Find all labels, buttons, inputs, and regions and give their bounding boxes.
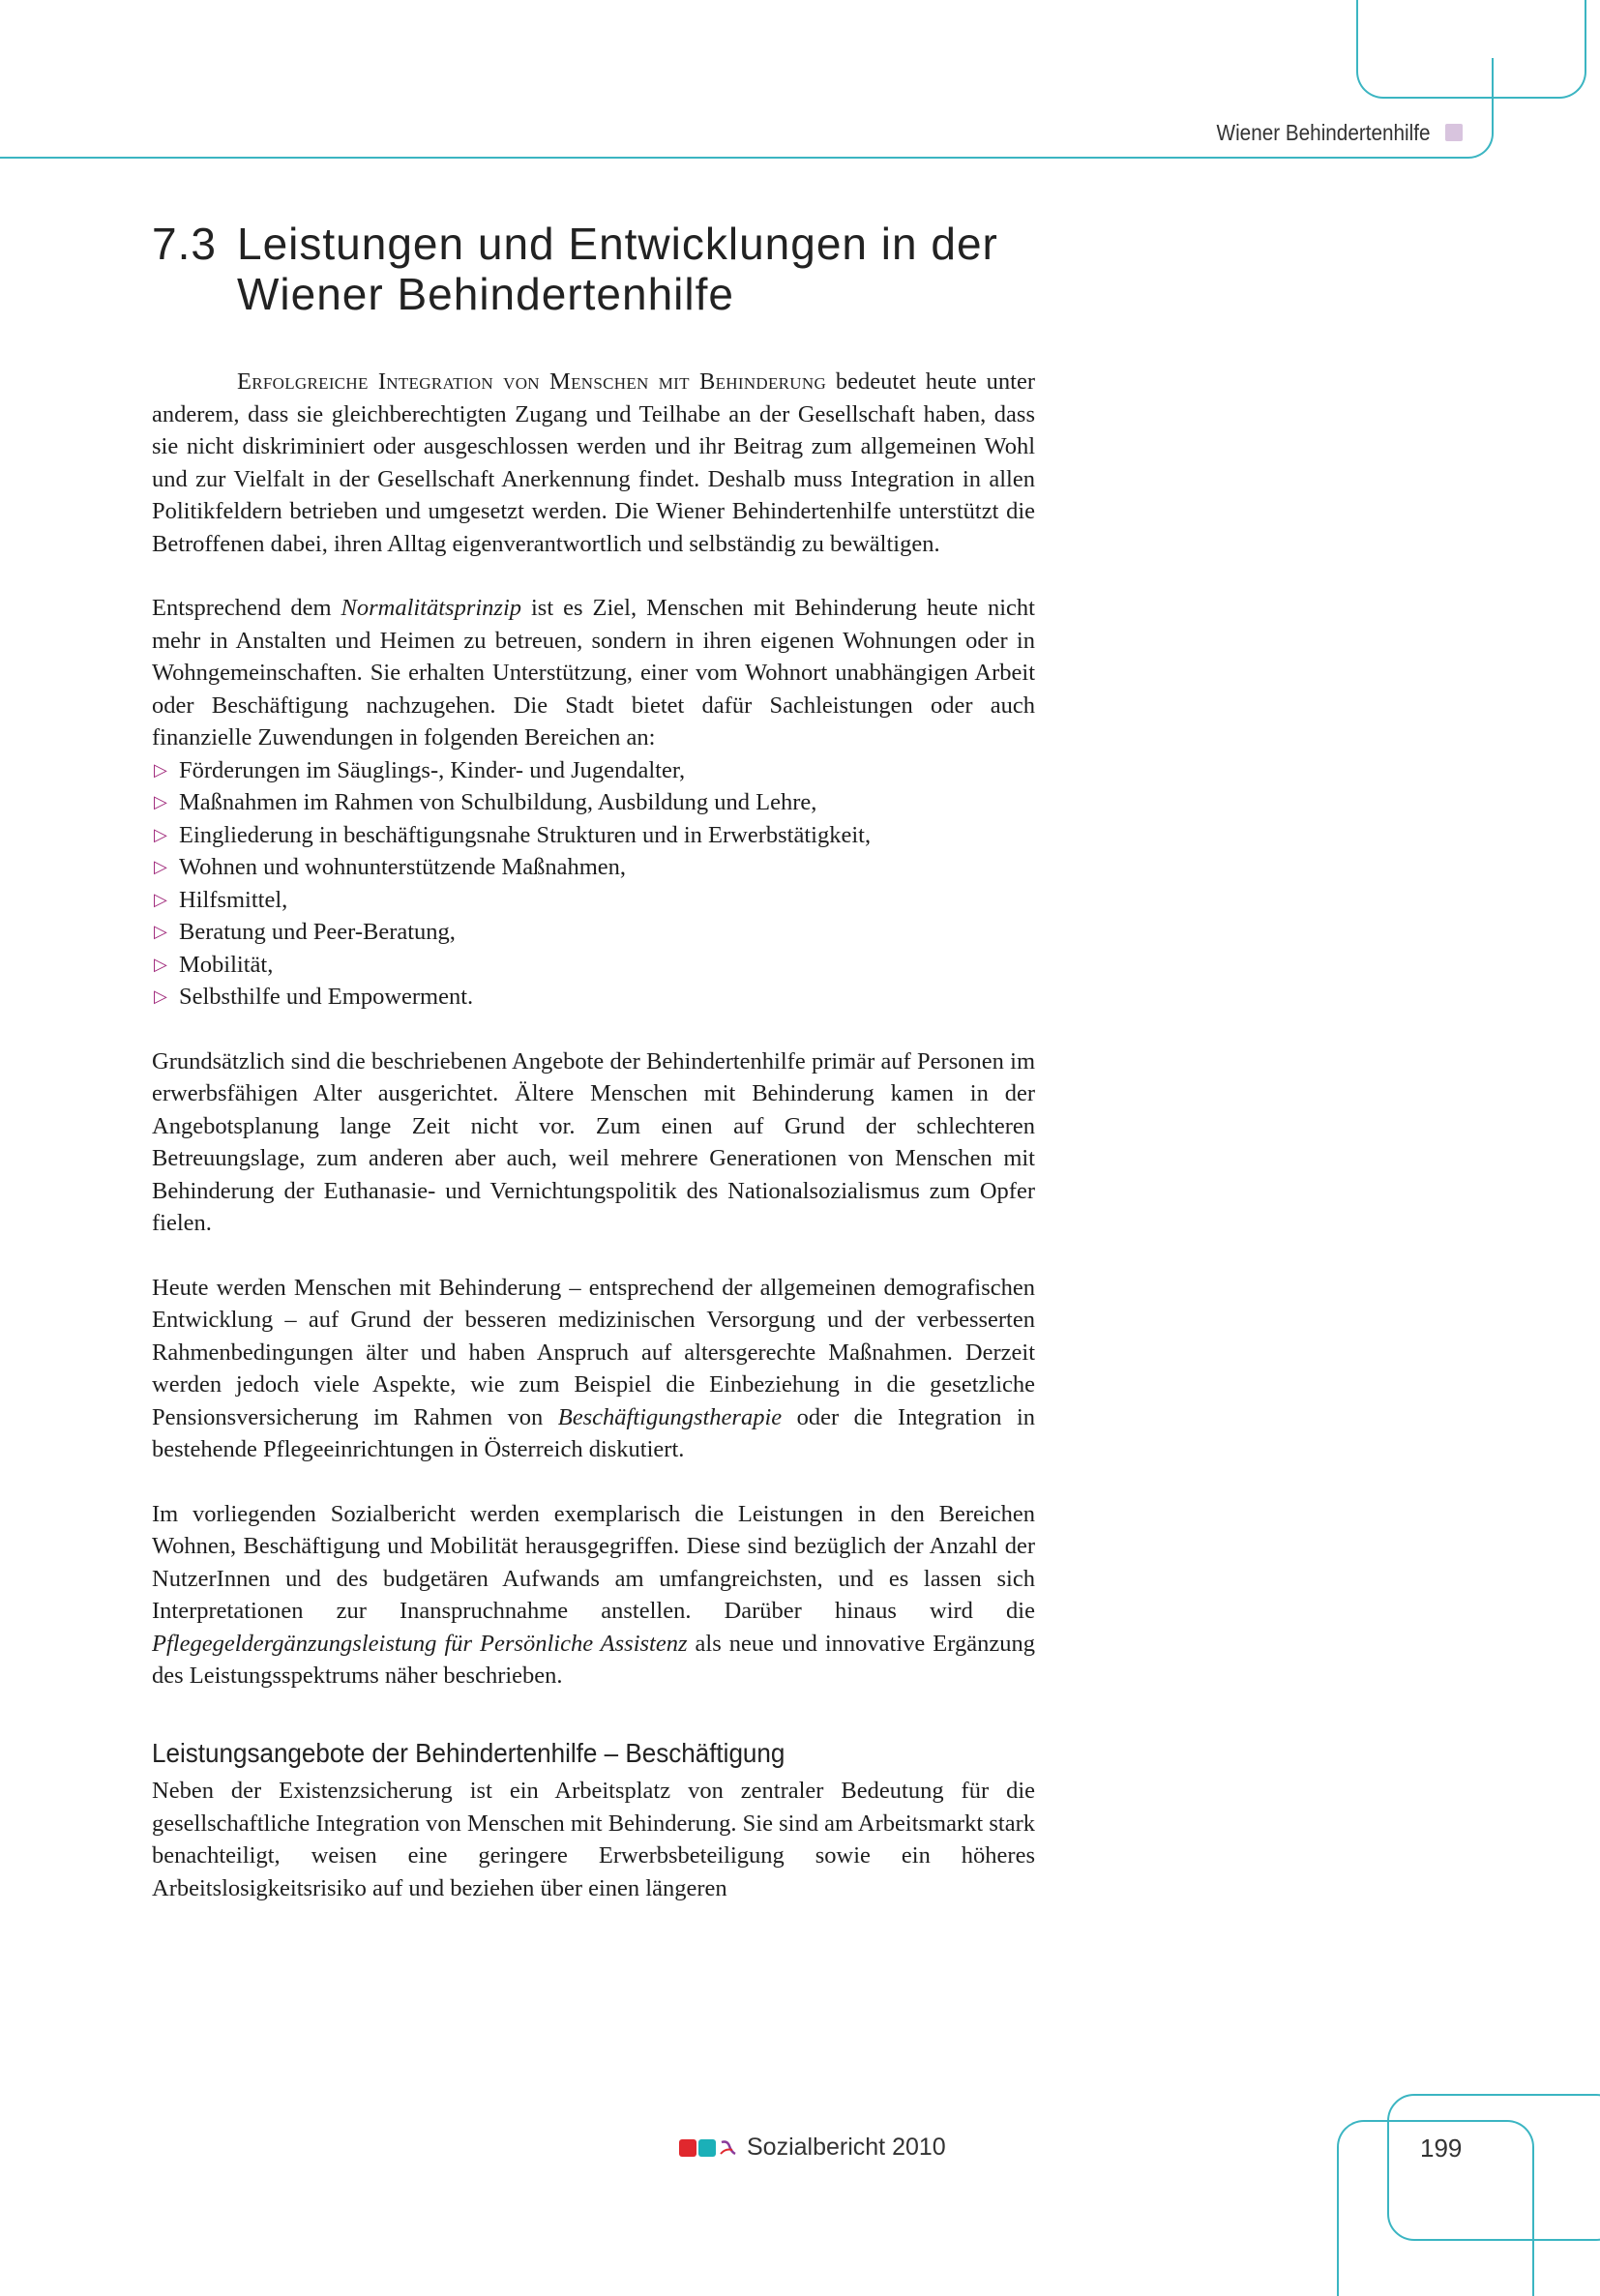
triangle-bullet-icon: ▷ <box>154 922 167 942</box>
list-item <box>152 819 1035 852</box>
p5-text-b: als neue und innovative Ergänzung des Leistungsspektrums näher beschrieben. <box>152 1630 1035 1689</box>
triangle-bullet-icon: ▷ <box>154 986 167 1007</box>
header-frame-inner <box>1451 58 1494 159</box>
p2-text-a: Entsprechend dem <box>152 595 341 621</box>
triangle-bullet-icon: ▷ <box>154 954 167 975</box>
list-item-text: Maßnahmen im Rahmen von Schulbildung, Ausbildung und Lehre, <box>179 789 817 815</box>
report-logo-icon <box>679 2138 737 2158</box>
list-item <box>152 981 1035 1014</box>
p5-text-a: Im vorliegenden Sozialbericht werden exemplarisch die Leistungen in den Bereichen Wohnen, Beschäftigung und Mobilität herausgegriffen. Diese sind bezüglich der Anzahl der NutzerInnen und des budgetären Aufwands am umfangreichsten, und es lassen sich Interpretationen zur Inanspruchnahme anstellen. Darüber hinaus wird die <box>152 1500 1035 1624</box>
list-item-text: Selbsthilfe und Empowerment. <box>179 984 474 1010</box>
list-item-text: Hilfsmittel, <box>179 886 288 913</box>
header-rule <box>0 157 1451 159</box>
paragraph-demografie <box>152 1272 1035 1466</box>
list-item <box>152 949 1035 982</box>
triangle-bullet-icon: ▷ <box>154 889 167 910</box>
list-item-text: Mobilität, <box>179 951 274 978</box>
list-item <box>152 851 1035 884</box>
intro-smallcaps: Erfolgreiche Integration von Menschen mit Behinderung <box>237 368 827 395</box>
p4-text-a: Heute werden Menschen mit Behinderung – entsprechend der allgemeinen demografischen Entwicklung – auf Grund der besseren medizinischen Versorgung und der verbesserten Rahmenbedingungen älter und haben Anspruch auf altersgerechte Maßnahmen. Derzeit werden jedoch viele Aspekte, wie zum Beispiel die Einbeziehung in die gesetzliche Pensionsversicherung im Rahmen von <box>152 1274 1035 1430</box>
list-item-text: Förderungen im Säuglings-, Kinder- und Jugendalter, <box>179 756 686 783</box>
triangle-bullet-icon: ▷ <box>154 824 167 845</box>
header-square-icon <box>1445 124 1463 141</box>
intro-text: bedeutet heute unter anderem, dass sie gleichberechtigten Zugang und Teilhabe an der Gesellschaft haben, dass sie nicht diskriminiert oder ausgeschlossen werden und ihr Beitrag zum allgemeinen Wohl und zur Vielfalt in der Gesellschaft Anerkennung findet. Deshalb muss Integration in allen Politikfeldern betrieben und umgesetzt werden. Die Wiener Behindertenhilfe unterstützt die Betroffenen dabei, ihren Alltag eigenverantwortlich und selbständig zu bewältigen. <box>152 368 1035 557</box>
triangle-bullet-icon: ▷ <box>154 792 167 812</box>
section-title-line2: Wiener Behindertenhilfe <box>237 269 734 319</box>
section-heading <box>152 219 998 319</box>
section-number: 7.3 <box>152 219 217 269</box>
page-number: 199 <box>1420 2134 1463 2163</box>
p5-italic: Pflegegeldergänzungsleistung für Persönliche Assistenz <box>152 1630 688 1657</box>
list-item-text: Wohnen und wohnunterstützende Maßnahmen, <box>179 854 627 880</box>
paragraph-normalitaet <box>152 592 1035 754</box>
body-text <box>152 366 1035 1936</box>
service-list <box>152 754 1035 1014</box>
list-item <box>152 786 1035 819</box>
triangle-bullet-icon: ▷ <box>154 857 167 877</box>
list-item-text: Eingliederung in beschäftigungsnahe Strukturen und in Erwerbstätigkeit, <box>179 821 872 848</box>
p2-text-b: ist es Ziel, Menschen mit Behinderung heute nicht mehr in Anstalten und Heimen zu betreuen, sondern in ihren eigenen Wohnungen oder in Wohngemeinschaften. Sie erhalten Unterstützung, einer vom Wohnort unabhängigen Arbeit oder Beschäftigung nachzugehen. Die Stadt bietet dafür Sachleistungen oder auch finanzielle Zuwendungen in folgenden Bereichen an: <box>152 595 1035 751</box>
paragraph-sozialbericht <box>152 1498 1035 1693</box>
p4-text-b: oder die Integration in bestehende Pflegeeinrichtungen in Österreich diskutiert. <box>152 1403 1035 1462</box>
running-header: Wiener Behindertenhilfe <box>1216 120 1430 145</box>
section-title <box>237 219 998 319</box>
paragraph-intro <box>152 366 1035 560</box>
paragraph-erwerbsalter: Grundsätzlich sind die beschriebenen Angebote der Behindertenhilfe primär auf Personen im erwerbsfähigen Alter ausgerichtet. Ältere Menschen mit Behinderung kamen in der Angebotsplanung lange Zeit nicht vor. Zum einen auf Grund der schlechteren Betreuungslage, zum anderen aber auch, weil mehrere Generationen von Menschen mit Behinderung der Euthanasie- und Vernichtungspolitik des Nationalsozialismus zum Opfer fielen. <box>152 1047 1035 1236</box>
list-item-text: Beratung und Peer-Beratung, <box>179 919 456 945</box>
p4-italic: Beschäftigungstherapie <box>557 1403 783 1430</box>
list-item <box>152 754 1035 787</box>
report-title: Sozialbericht 2010 <box>747 2134 946 2161</box>
triangle-bullet-icon: ▷ <box>154 759 167 780</box>
paragraph-arbeitsplatz: Neben der Existenzsicherung ist ein Arbeitsplatz von zentraler Bedeutung für die gesellschaftliche Integration von Menschen mit Behinderung. Sie sind am Arbeitsmarkt stark benachteiligt, weisen eine geringere Erwerbsbeteiligung sowie ein höheres Arbeitslosigkeitsrisiko auf und beziehen über einen längeren <box>152 1778 1035 1901</box>
p2-italic: Normalitätsprinzip <box>341 595 522 621</box>
subheading-beschaeftigung: Leistungsangebote der Behindertenhilfe – Beschäftigung <box>152 1737 785 1768</box>
list-item <box>152 916 1035 949</box>
section-title-line1: Leistungen und Entwicklungen in der <box>237 219 998 269</box>
list-item <box>152 884 1035 917</box>
page-footer <box>679 2134 946 2162</box>
